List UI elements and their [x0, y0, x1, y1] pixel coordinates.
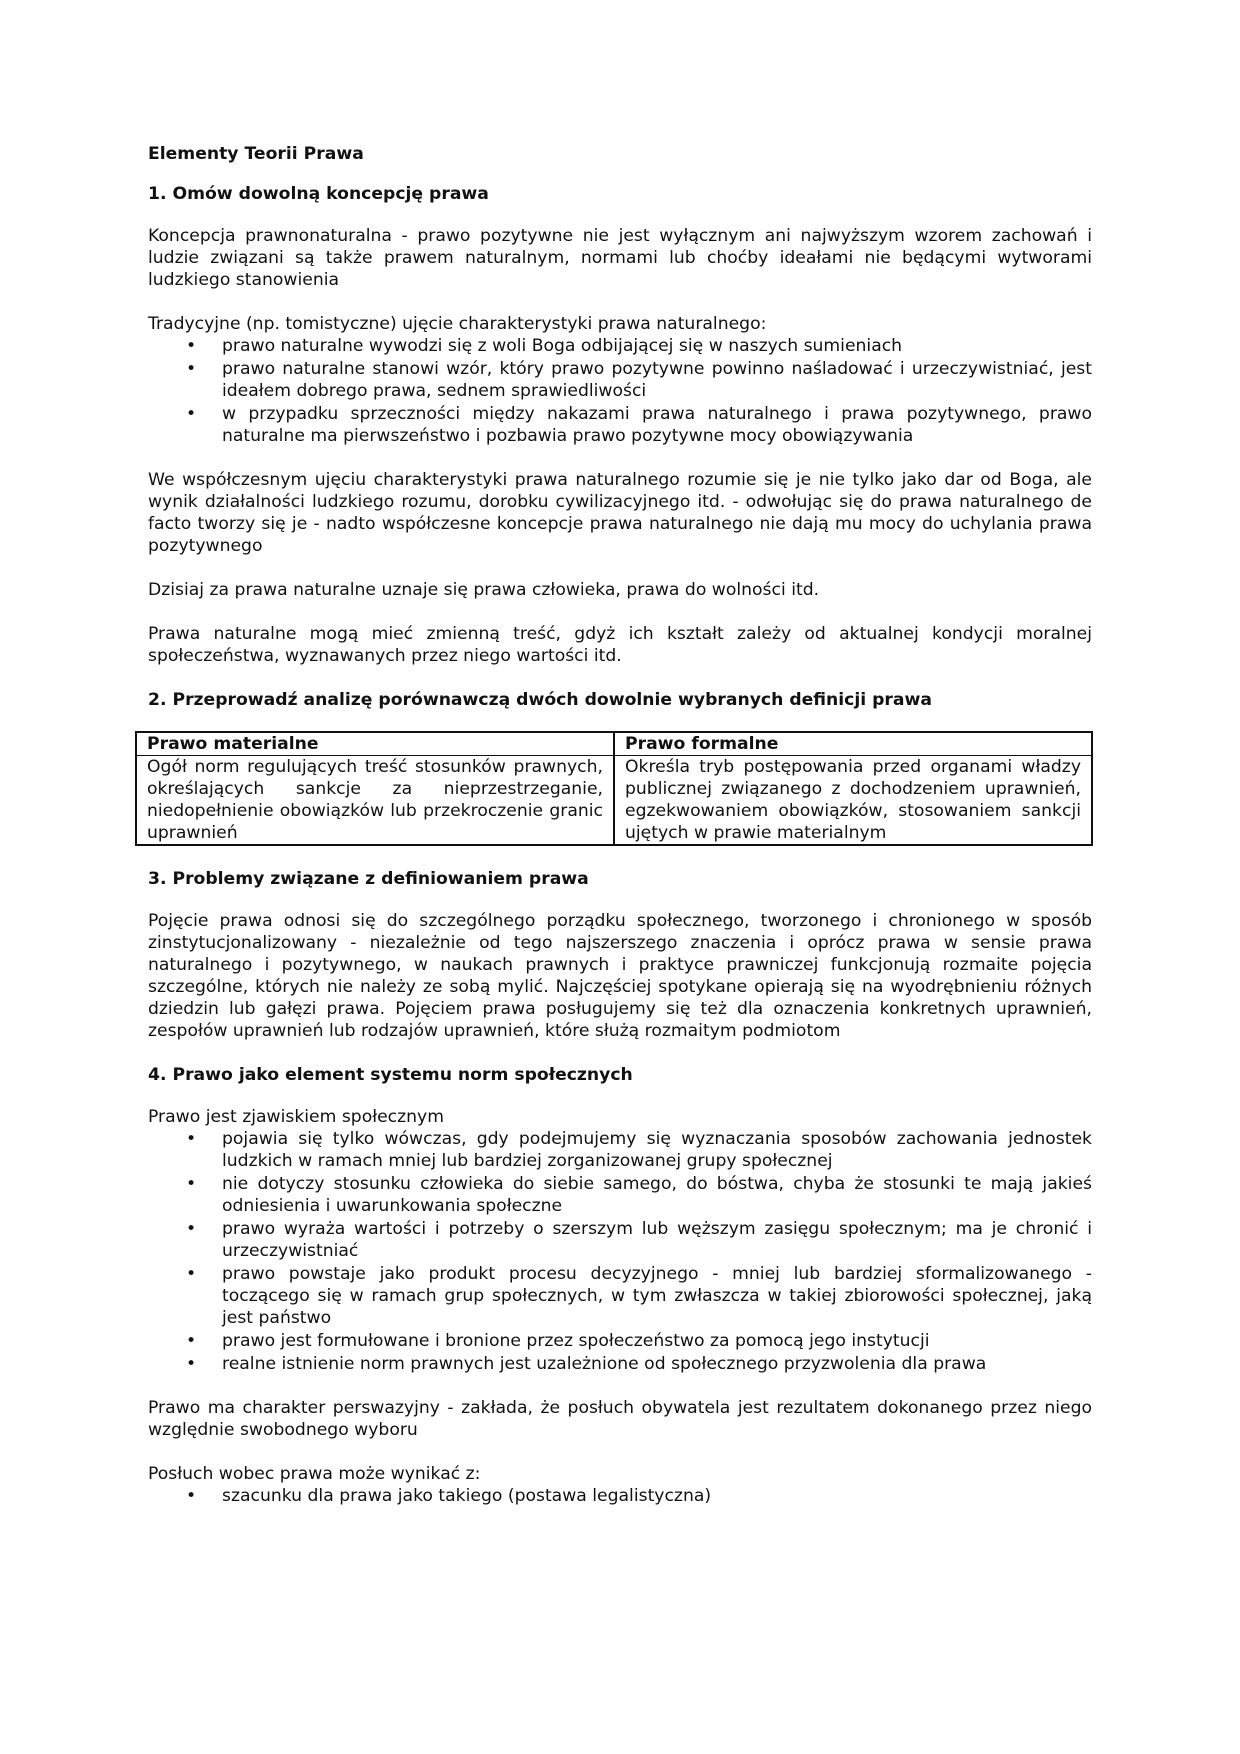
document-title: Elementy Teorii Prawa — [148, 144, 364, 164]
bullet-icon: • — [186, 1264, 197, 1284]
bullet-list — [148, 1128, 1092, 1375]
list-item: • realne istnienie norm prawnych jest uzależnione od społecznego przyzwolenia dla prawa — [186, 1354, 987, 1374]
bullet-list — [148, 335, 1092, 447]
section-heading: 4. Prawo jako element systemu norm społecznych — [148, 1065, 633, 1085]
bullet-icon: • — [186, 1129, 197, 1149]
paragraph: Prawo ma charakter perswazyjny - zakłada, że posłuch obywatela jest rezultatem dokonanego przez niego względnie swobodnego wyboru — [148, 1398, 1092, 1440]
table-header-row — [136, 732, 1092, 756]
paragraph: Koncepcja prawnonaturalna - prawo pozytywne nie jest wyłącznym ani najwyższym wzorem zachowań i ludzie związani są także prawem naturalnym, normami lub choćby ideałami nie będącymi wytworami ludzkiego stanowienia — [148, 226, 1092, 290]
table-cell: Określa tryb postępowania przed organami władzy publicznej związanego z dochodzeniem uprawnień, egzekwowaniem obowiązków, stosowaniem sankcji ujętych w prawie materialnym — [614, 756, 1092, 846]
bullet-icon: • — [186, 1219, 197, 1239]
list-item: • szacunku dla prawa jako takiego (postawa legalistyczna) — [186, 1486, 712, 1506]
bullet-icon: • — [186, 1354, 197, 1374]
bullet-icon: • — [186, 1486, 197, 1506]
column-header: Prawo formalne — [614, 732, 1092, 756]
bullet-icon: • — [186, 404, 197, 424]
list-lead: Tradycyjne (np. tomistyczne) ujęcie charakterystyki prawa naturalnego: — [148, 314, 767, 334]
document-page — [148, 143, 1092, 1529]
section-4 — [148, 1064, 1092, 1507]
section-heading: 2. Przeprowadź analizę porównawczą dwóch dowolnie wybranych definicji prawa — [148, 690, 932, 710]
bullet-list — [148, 1485, 1092, 1507]
list-item: • prawo jest formułowane i bronione przez społeczeństwo za pomocą jego instytucji — [186, 1331, 930, 1351]
bullet-icon: • — [186, 1331, 197, 1351]
comparison-table — [135, 731, 1093, 846]
list-item: • prawo wyraża wartości i potrzeby o szerszym lub węższym zasięgu społecznym; ma je chronić i urzeczywistniać — [186, 1219, 1092, 1261]
table-cell: Ogół norm regulujących treść stosunków prawnych, określających sankcje za nieprzestrzeganie, niedopełnienie obowiązków lub przekroczenie granic uprawnień — [136, 756, 614, 846]
paragraph: Dzisiaj za prawa naturalne uznaje się prawa człowieka, prawa do wolności itd. — [148, 580, 820, 600]
column-header: Prawo materialne — [136, 732, 614, 756]
section-heading: 3. Problemy związane z definiowaniem prawa — [148, 869, 589, 889]
bullet-icon: • — [186, 336, 197, 356]
list-item: • prawo powstaje jako produkt procesu decyzyjnego - mniej lub bardziej sformalizowanego - toczącego się w ramach grup społecznych, w tym zwłaszcza w takiej zbiorowości społecznej, jaką jest państwo — [186, 1264, 1092, 1328]
section-1 — [148, 183, 1092, 667]
section-3 — [148, 868, 1092, 1042]
list-item: • w przypadku sprzeczności między nakazami prawa naturalnego i prawa pozytywnego, prawo naturalne ma pierwszeństwo i pozbawia prawo pozytywne mocy obowiązywania — [186, 404, 1092, 446]
list-item: • pojawia się tylko wówczas, gdy podejmujemy się wyznaczania sposobów zachowania jednostek ludzkich w ramach mniej lub bardziej zorganizowanej grupy społecznej — [186, 1129, 1092, 1171]
bullet-icon: • — [186, 359, 197, 379]
list-item: • nie dotyczy stosunku człowieka do siebie samego, do bóstwa, chyba że stosunki te mają jakieś odniesienia i uwarunkowania społeczne — [186, 1174, 1092, 1216]
table-row — [136, 756, 1092, 846]
section-2 — [148, 689, 1092, 846]
section-heading: 1. Omów dowolną koncepcję prawa — [148, 184, 489, 204]
list-item: • prawo naturalne wywodzi się z woli Boga odbijającej się w naszych sumieniach — [186, 336, 903, 356]
paragraph: We współczesnym ujęciu charakterystyki prawa naturalnego rozumie się je nie tylko jako dar od Boga, ale wynik działalności ludzkiego rozumu, dorobku cywilizacyjnego itd. - odwołując się do prawa naturalnego de facto tworzy się je - nadto współczesne koncepcje prawa naturalnego nie dają mu mocy do uchylania prawa pozytywnego — [148, 470, 1092, 556]
paragraph: Prawa naturalne mogą mieć zmienną treść, gdyż ich kształt zależy od aktualnej kondycji moralnej społeczeństwa, wyznawanych przez niego wartości itd. — [148, 624, 1092, 666]
list-lead: Posłuch wobec prawa może wynikać z: — [148, 1464, 481, 1484]
list-item: • prawo naturalne stanowi wzór, który prawo pozytywne powinno naśladować i urzeczywistniać, jest ideałem dobrego prawa, sednem sprawiedliwości — [186, 359, 1092, 401]
list-lead: Prawo jest zjawiskiem społecznym — [148, 1107, 444, 1127]
paragraph: Pojęcie prawa odnosi się do szczególnego porządku społecznego, tworzonego i chronionego w sposób zinstytucjonalizowany - niezależnie od tego najszerszego znaczenia i oprócz prawa w sensie prawa naturalnego i pozytywnego, w naukach prawnych i praktyce prawniczej funkcjonują rozmaite pojęcia szczególne, których nie należy ze sobą mylić. Najczęściej spotykane opierają się na wyodrębnieniu różnych dziedzin lub gałęzi prawa. Pojęciem prawa posługujemy się też dla oznaczenia konkretnych uprawnień, zespołów uprawnień lub rodzajów uprawnień, które służą rozmaitym podmiotom — [148, 911, 1092, 1041]
bullet-icon: • — [186, 1174, 197, 1194]
